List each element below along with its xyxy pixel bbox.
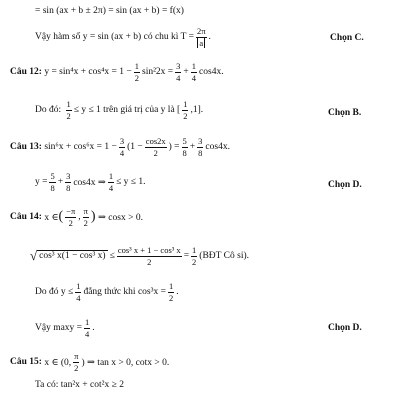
line-1: = sin (ax + b ± 2π) = sin (ax + b) = f(x) [35,6,184,16]
answer-b: Chọn B. [328,108,362,118]
answer-c: Chọn C. [330,33,364,43]
answer-d-14: Chọn D. [328,323,362,333]
cau-15-inequality: Ta có: tan²x + cot²x ≥ 2 [35,380,124,390]
cau-13: Câu 13: sin⁶x + cos⁶x = 1 − $\frac{3}{4}$ (1 − $\frac{\cos 2x}{2}$ ) = $\frac{5}{8}$ + $\frac{3}{8}$ cos4x. [10,136,230,158]
cau-14-max: Vậy maxy = $\frac{1}{4}$ . [35,317,95,339]
cau-13-range: y = $\frac{5}{8}$ + $\frac{3}{8}$ cos4x ⇒ $\frac{1}{4}$ ≤ y ≤ 1. [35,171,146,193]
cau-14: Câu 14: x ∈ ( $\frac{-\pi}{2}$ , $\frac{\pi}{2}$ ) ⇒ cosx > 0. [10,206,143,228]
cau-15: Câu 15: x ∈ (0, $\frac{\pi}{2}$ ) ⇒ tan x > 0, cotx > 0. [10,351,170,373]
fraction-period: $\frac{2\pi}{a}$ [197,26,206,48]
line-period: Vậy hàm số y = sin (ax + b) có chu kì T = $\frac{2\pi}{a}$ . [35,26,211,48]
cau-12-range: Do đó: $\frac{1}{2}$ ≤ y ≤ 1 trên giá trị của y là [ $\frac{1}{2}$ ,1]. [35,99,204,121]
cau-12: Câu 12: y = sin⁴x + cos⁴x = 1 − $\frac{1}{2}$ sin²2x = $\frac{3}{4}$ + $\frac{1}{4}$ cos4x. [10,61,224,83]
answer-d-13: Chọn D. [328,180,362,190]
cau-14-amgm: √ cos³ x(1 − cos³ x) ≤ $\frac{\text{cos³ x + 1 − cos³ x}}{2}$ = $\frac{1}{2}$ (BĐT Cô si). [30,245,250,267]
sqrt-expression: √ cos³ x(1 − cos³ x) [30,247,106,263]
cau-14-bound: Do đó y ≤ $\frac{1}{4}$ đẳng thức khi cos³x = $\frac{1}{2}$ . [35,281,179,303]
